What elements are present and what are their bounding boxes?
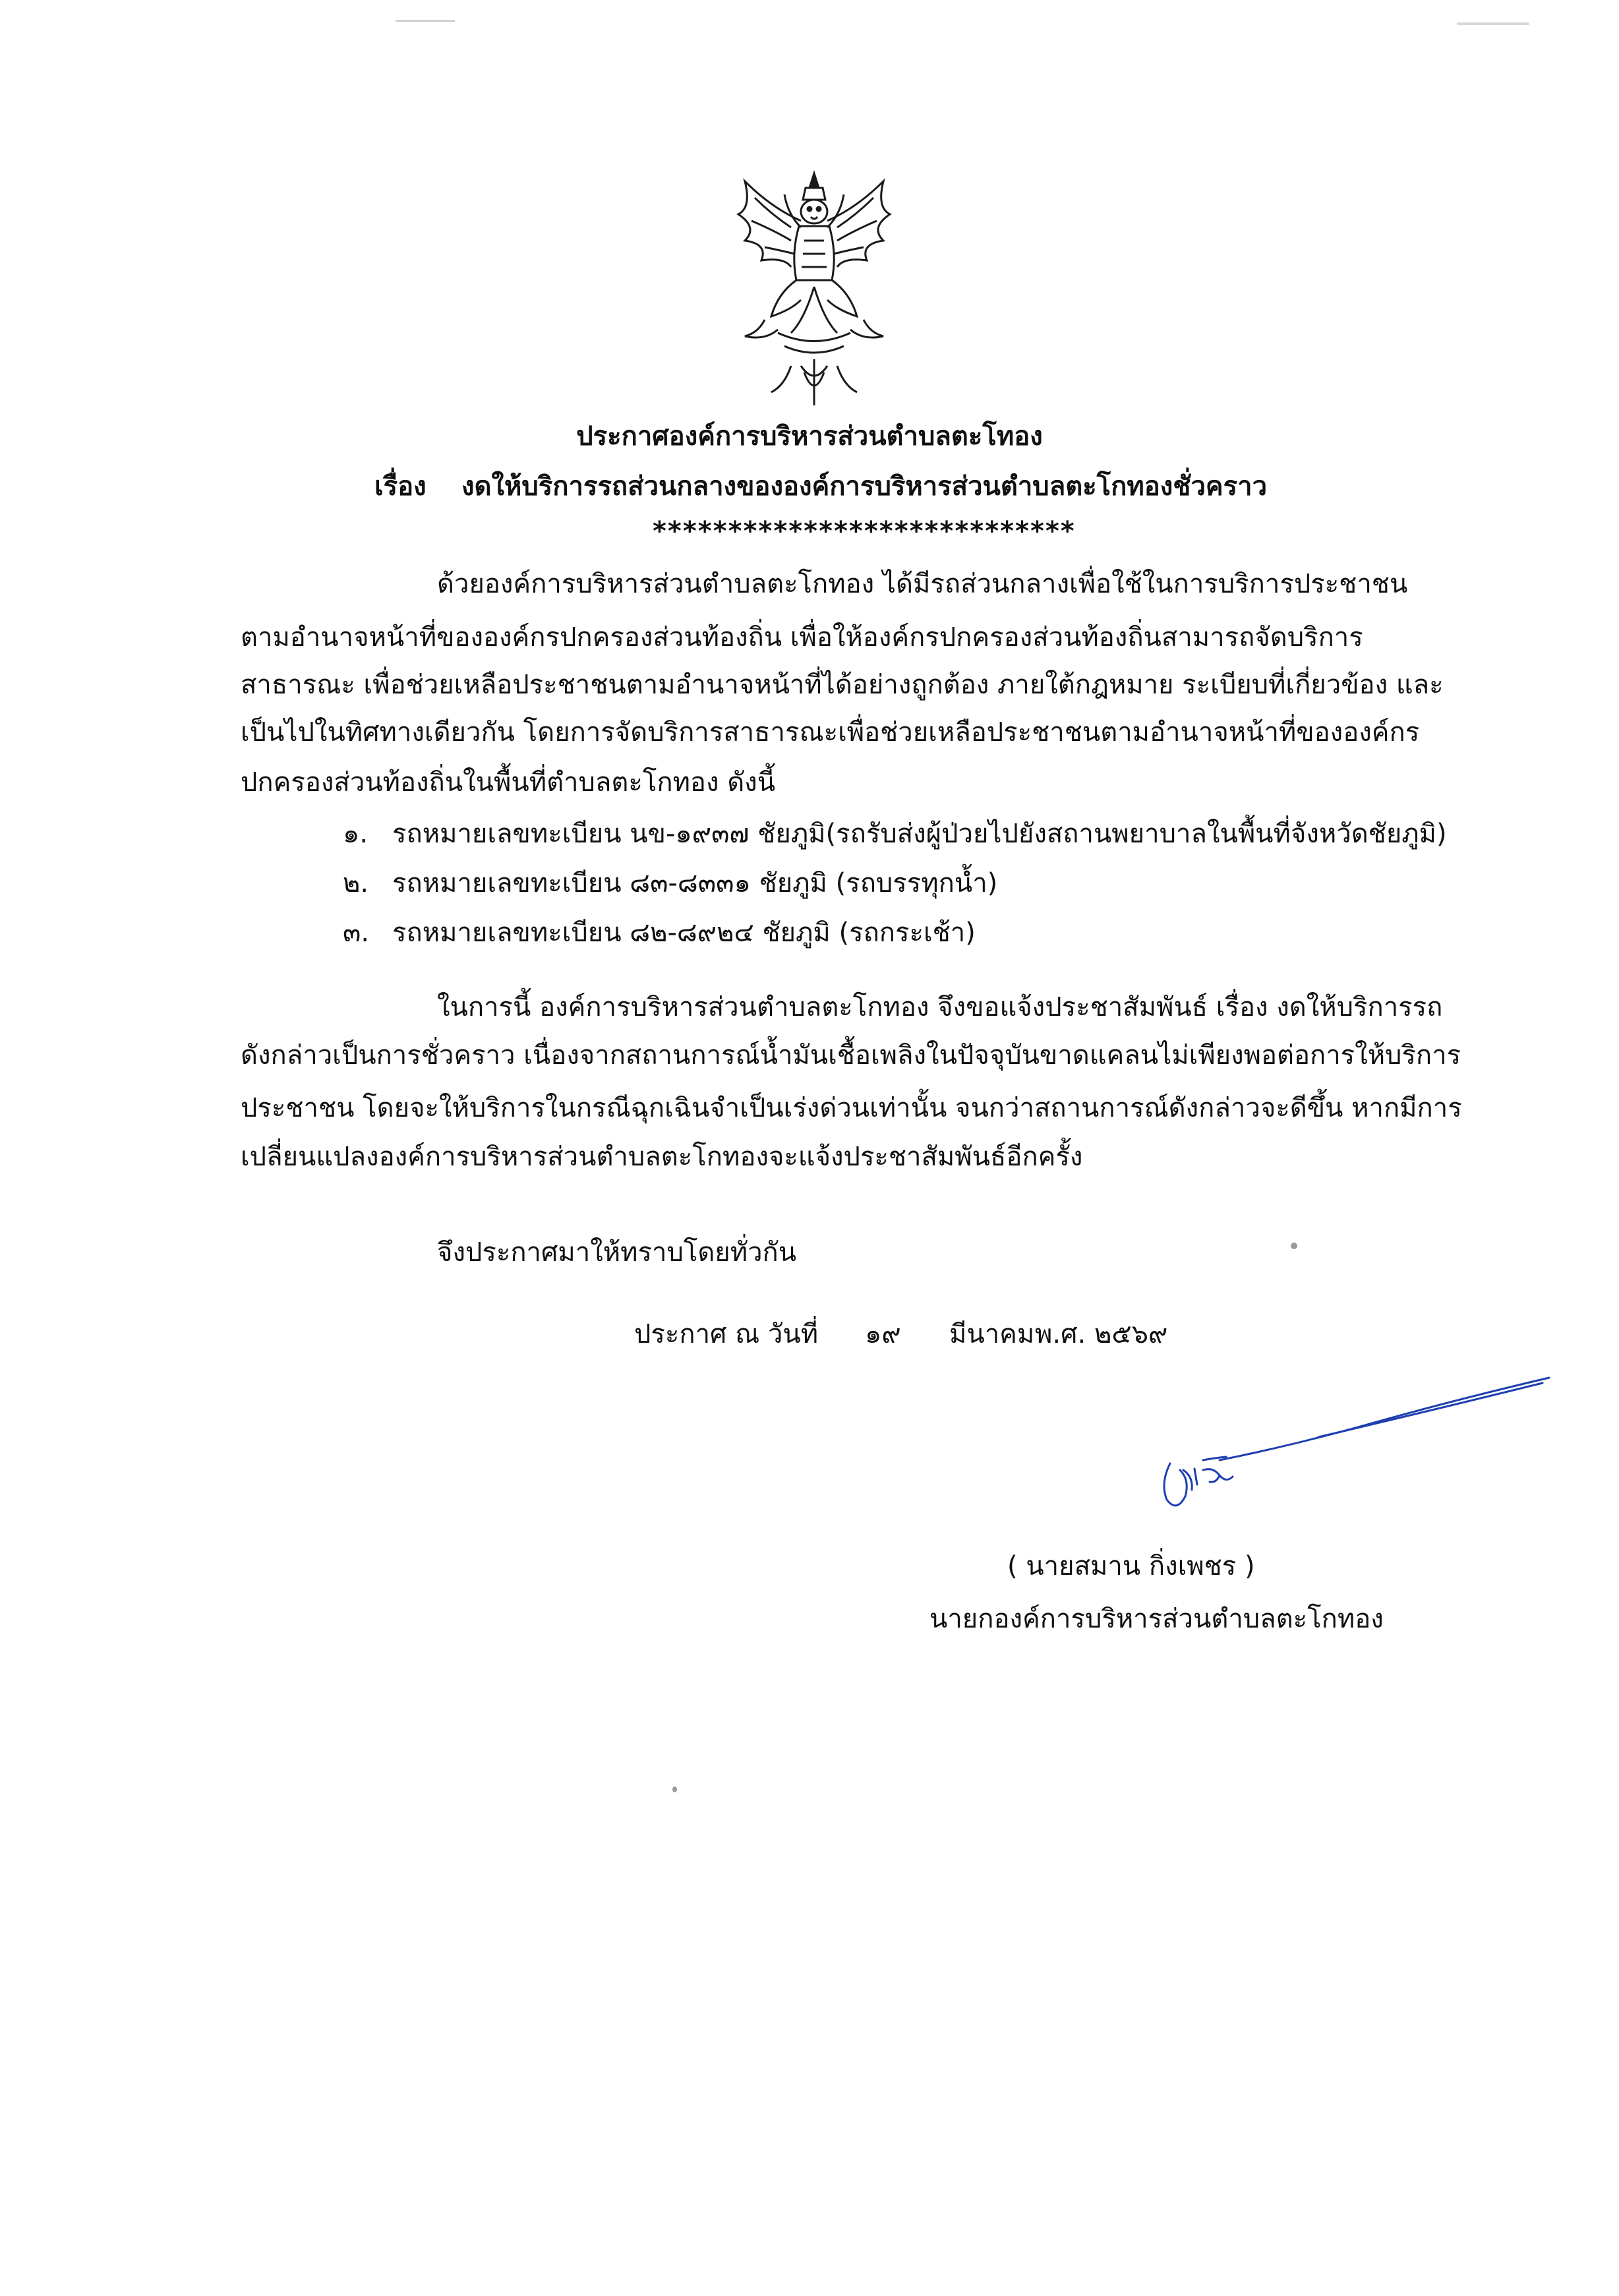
paragraph-1-line: สาธารณะ เพื่อช่วยเหลือประชาชนตามอำนาจหน้าที่ได้อย่างถูกต้อง ภายใต้กฎหมาย ระเบียบที่เกี่ยวข้อง และ <box>241 670 1444 700</box>
vehicle-item: รถหมายเลขทะเบียน ๘๓-๘๓๓๑ ชัยภูมิ (รถบรรทุกน้ำ) <box>392 868 998 898</box>
scan-mark <box>396 20 455 22</box>
scan-speck <box>672 1786 677 1792</box>
announcement-title: ประกาศองค์การบริหารส่วนตำบลตะโทอง <box>576 421 1043 452</box>
vehicle-number: ๓. <box>343 918 370 948</box>
paragraph-1-line: ปกครองส่วนท้องถิ่นในพื้นที่ตำบลตะโกทอง ดังนี้ <box>241 767 776 798</box>
handwritten-signature <box>1121 1371 1556 1543</box>
paragraph-2-line: ในการนี้ องค์การบริหารส่วนตำบลตะโกทอง จึงขอแจ้งประชาสัมพันธ์ เรื่อง งดให้บริการรถ <box>437 992 1443 1022</box>
date-prefix: ประกาศ ณ วันที่ <box>634 1319 819 1349</box>
subject-text: งดให้บริการรถส่วนกลางขององค์การบริหารส่วนตำบลตะโกทองชั่วคราว <box>461 471 1268 502</box>
vehicle-number: ๑. <box>343 819 368 849</box>
date-month: มีนาคม <box>949 1319 1035 1349</box>
scan-speck <box>1291 1243 1297 1249</box>
paragraph-2-line: เปลี่ยนแปลงองค์การบริหารส่วนตำบลตะโกทองจะแจ้งประชาสัมพันธ์อีกครั้ง <box>241 1142 1083 1172</box>
separator: **************************** <box>653 516 1076 546</box>
signatory-name: ( นายสมาน กิ่งเพชร ) <box>1007 1551 1255 1581</box>
date-year: ๒๕๖๙ <box>1094 1319 1168 1349</box>
paragraph-1-line: ด้วยองค์การบริหารส่วนตำบลตะโกทอง ได้มีรถส่วนกลางเพื่อใช้ในการบริการประชาชน <box>437 569 1408 599</box>
vehicle-item: รถหมายเลขทะเบียน ๘๒-๘๙๒๔ ชัยภูมิ (รถกระเช้า) <box>392 918 976 948</box>
paragraph-1-line: เป็นไปในทิศทางเดียวกัน โดยการจัดบริการสาธารณะเพื่อช่วยเหลือประชาชนตามอำนาจหน้าที่ขององค์กร <box>241 717 1420 748</box>
closing-statement: จึงประกาศมาให้ทราบโดยทั่วกัน <box>437 1237 797 1268</box>
subject-label: เรื่อง <box>374 471 427 502</box>
signatory-position: นายกองค์การบริหารส่วนตำบลตะโกทอง <box>929 1604 1384 1634</box>
paragraph-2-line: ประชาชน โดยจะให้บริการในกรณีฉุกเฉินจำเป็นเร่งด่วนเท่านั้น จนกว่าสถานการณ์ดังกล่าวจะดีขึ้น หากมีการ <box>241 1093 1462 1123</box>
paragraph-1-line: ตามอำนาจหน้าที่ขององค์กรปกครองส่วนท้องถิ่น เพื่อให้องค์กรปกครองส่วนท้องถิ่นสามารถจัดบริการ <box>241 622 1363 653</box>
garuda-emblem <box>725 168 903 412</box>
vehicle-item: รถหมายเลขทะเบียน นข-๑๙๓๗ ชัยภูมิ(รถรับส่งผู้ป่วยไปยังสถานพยาบาลในพื้นที่จังหวัดชัยภูมิ) <box>392 819 1447 849</box>
scan-mark <box>1457 22 1529 25</box>
paragraph-2-line: ดังกล่าวเป็นการชั่วคราว เนื่องจากสถานการณ์น้ำมันเชื้อเพลิงในปัจจุบันขาดแคลนไม่เพียงพอต่อการให้บริการ <box>241 1040 1461 1071</box>
date-era: พ.ศ. <box>1035 1319 1086 1349</box>
date-day: ๑๙ <box>865 1319 901 1349</box>
vehicle-number: ๒. <box>343 868 369 898</box>
